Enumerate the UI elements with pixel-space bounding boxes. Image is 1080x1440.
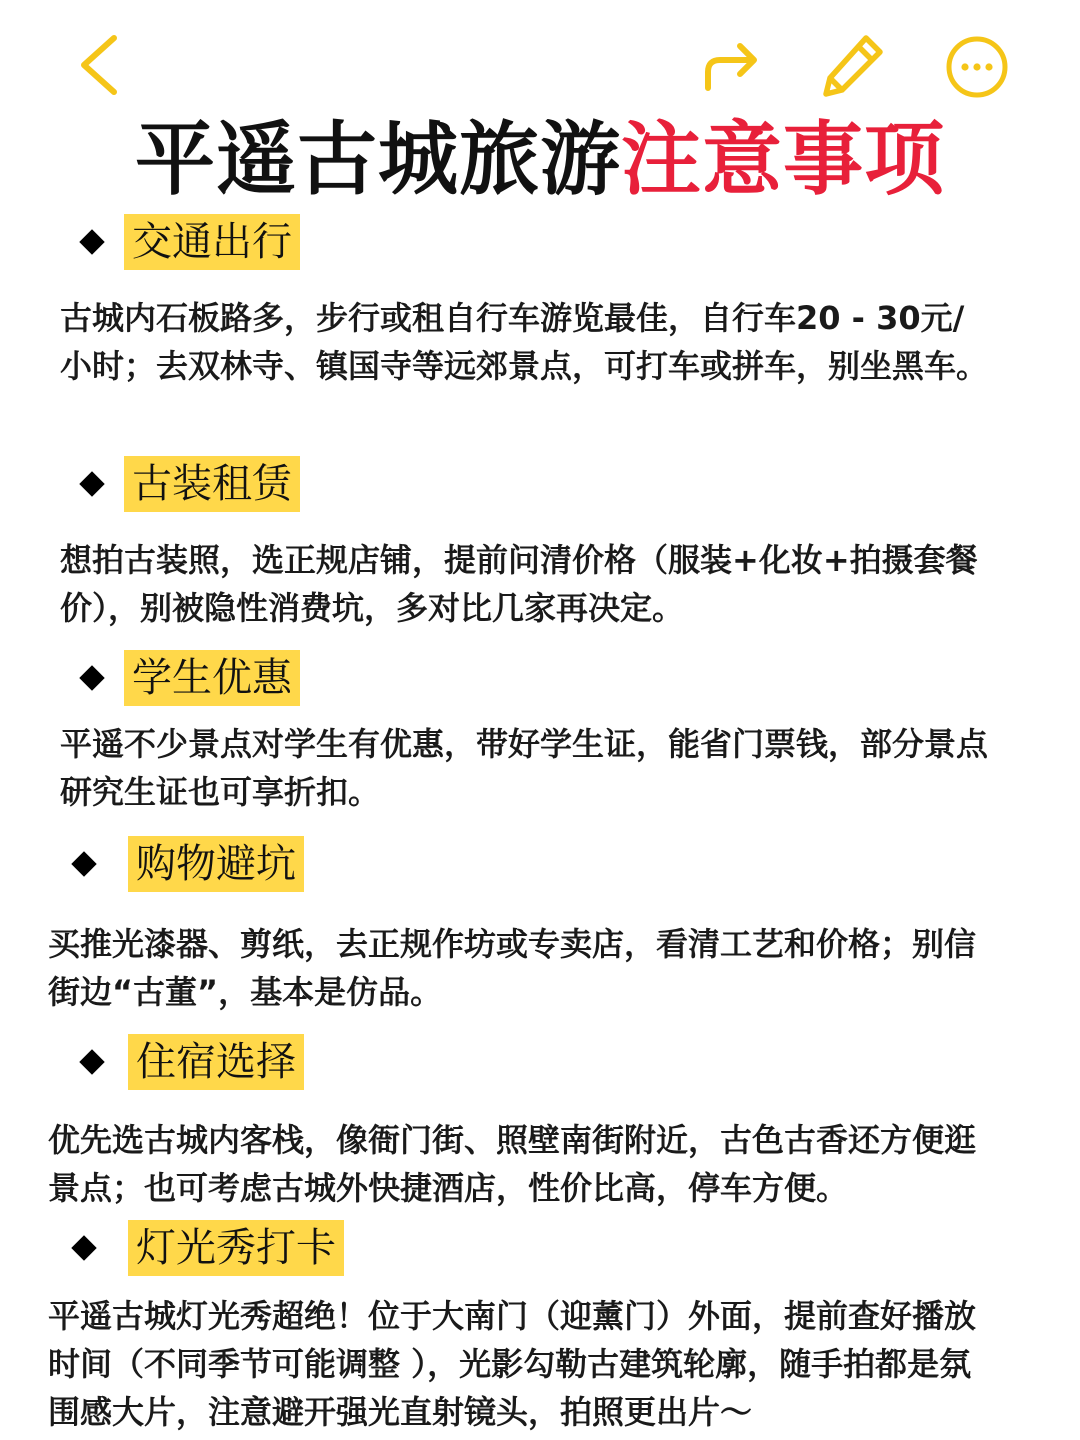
- diamond-bullet-icon: [71, 851, 96, 876]
- diamond-bullet-icon: [79, 229, 104, 254]
- section-body-lodging: 优先选古城内客栈，像衙门街、照壁南街附近，古色古香还方便逛景点；也可考虑古城外快捷酒店，性价比高，停车方便。: [48, 1121, 977, 1207]
- title-highlight: 注意事项: [621, 113, 945, 206]
- diamond-bullet-icon: [79, 1049, 104, 1074]
- more-dots-icon[interactable]: [944, 34, 1010, 100]
- diamond-bullet-icon: [79, 665, 104, 690]
- chevron-left-icon[interactable]: [70, 32, 128, 98]
- pencil-icon[interactable]: [818, 30, 888, 100]
- section-label: 灯光秀打卡: [128, 1220, 344, 1276]
- section-body-shopping: 买推光漆器、剪纸，去正规作坊或专卖店，看清工艺和价格；别信街边“古董”，基本是仿品。: [48, 925, 977, 1011]
- title-main: 平遥古城旅游: [135, 113, 621, 206]
- section-label: 购物避坑: [128, 836, 304, 892]
- section-label: 古装租赁: [124, 456, 300, 512]
- page-title: [0, 108, 1080, 212]
- section-label: 交通出行: [124, 214, 300, 270]
- section-label: 住宿选择: [128, 1034, 304, 1090]
- section-body-transport: 古城内石板路多，步行或租自行车游览最佳，自行车20 - 30元/小时；去双林寺、镇国寺等远郊景点，可打车或拼车，别坐黑车。: [60, 299, 989, 385]
- section-body-student: 平遥不少景点对学生有优惠，带好学生证，能省门票钱，部分景点研究生证也可享折扣。: [60, 725, 989, 811]
- share-arrow-icon[interactable]: [700, 38, 764, 96]
- section-body-costume: 想拍古装照，选正规店铺，提前问清价格（服装+化妆+拍摄套餐价），别被隐性消费坑，多对比几家再决定。: [60, 541, 978, 627]
- diamond-bullet-icon: [71, 1235, 96, 1260]
- section-label: 学生优惠: [124, 650, 300, 706]
- diamond-bullet-icon: [79, 471, 104, 496]
- section-body-lightshow: 平遥古城灯光秀超绝！位于大南门（迎薰门）外面，提前查好播放时间（不同季节可能调整 ），光影勾勒古建筑轮廓，随手拍都是氛围感大片，注意避开强光直射镜头，拍照更出片～: [48, 1297, 977, 1431]
